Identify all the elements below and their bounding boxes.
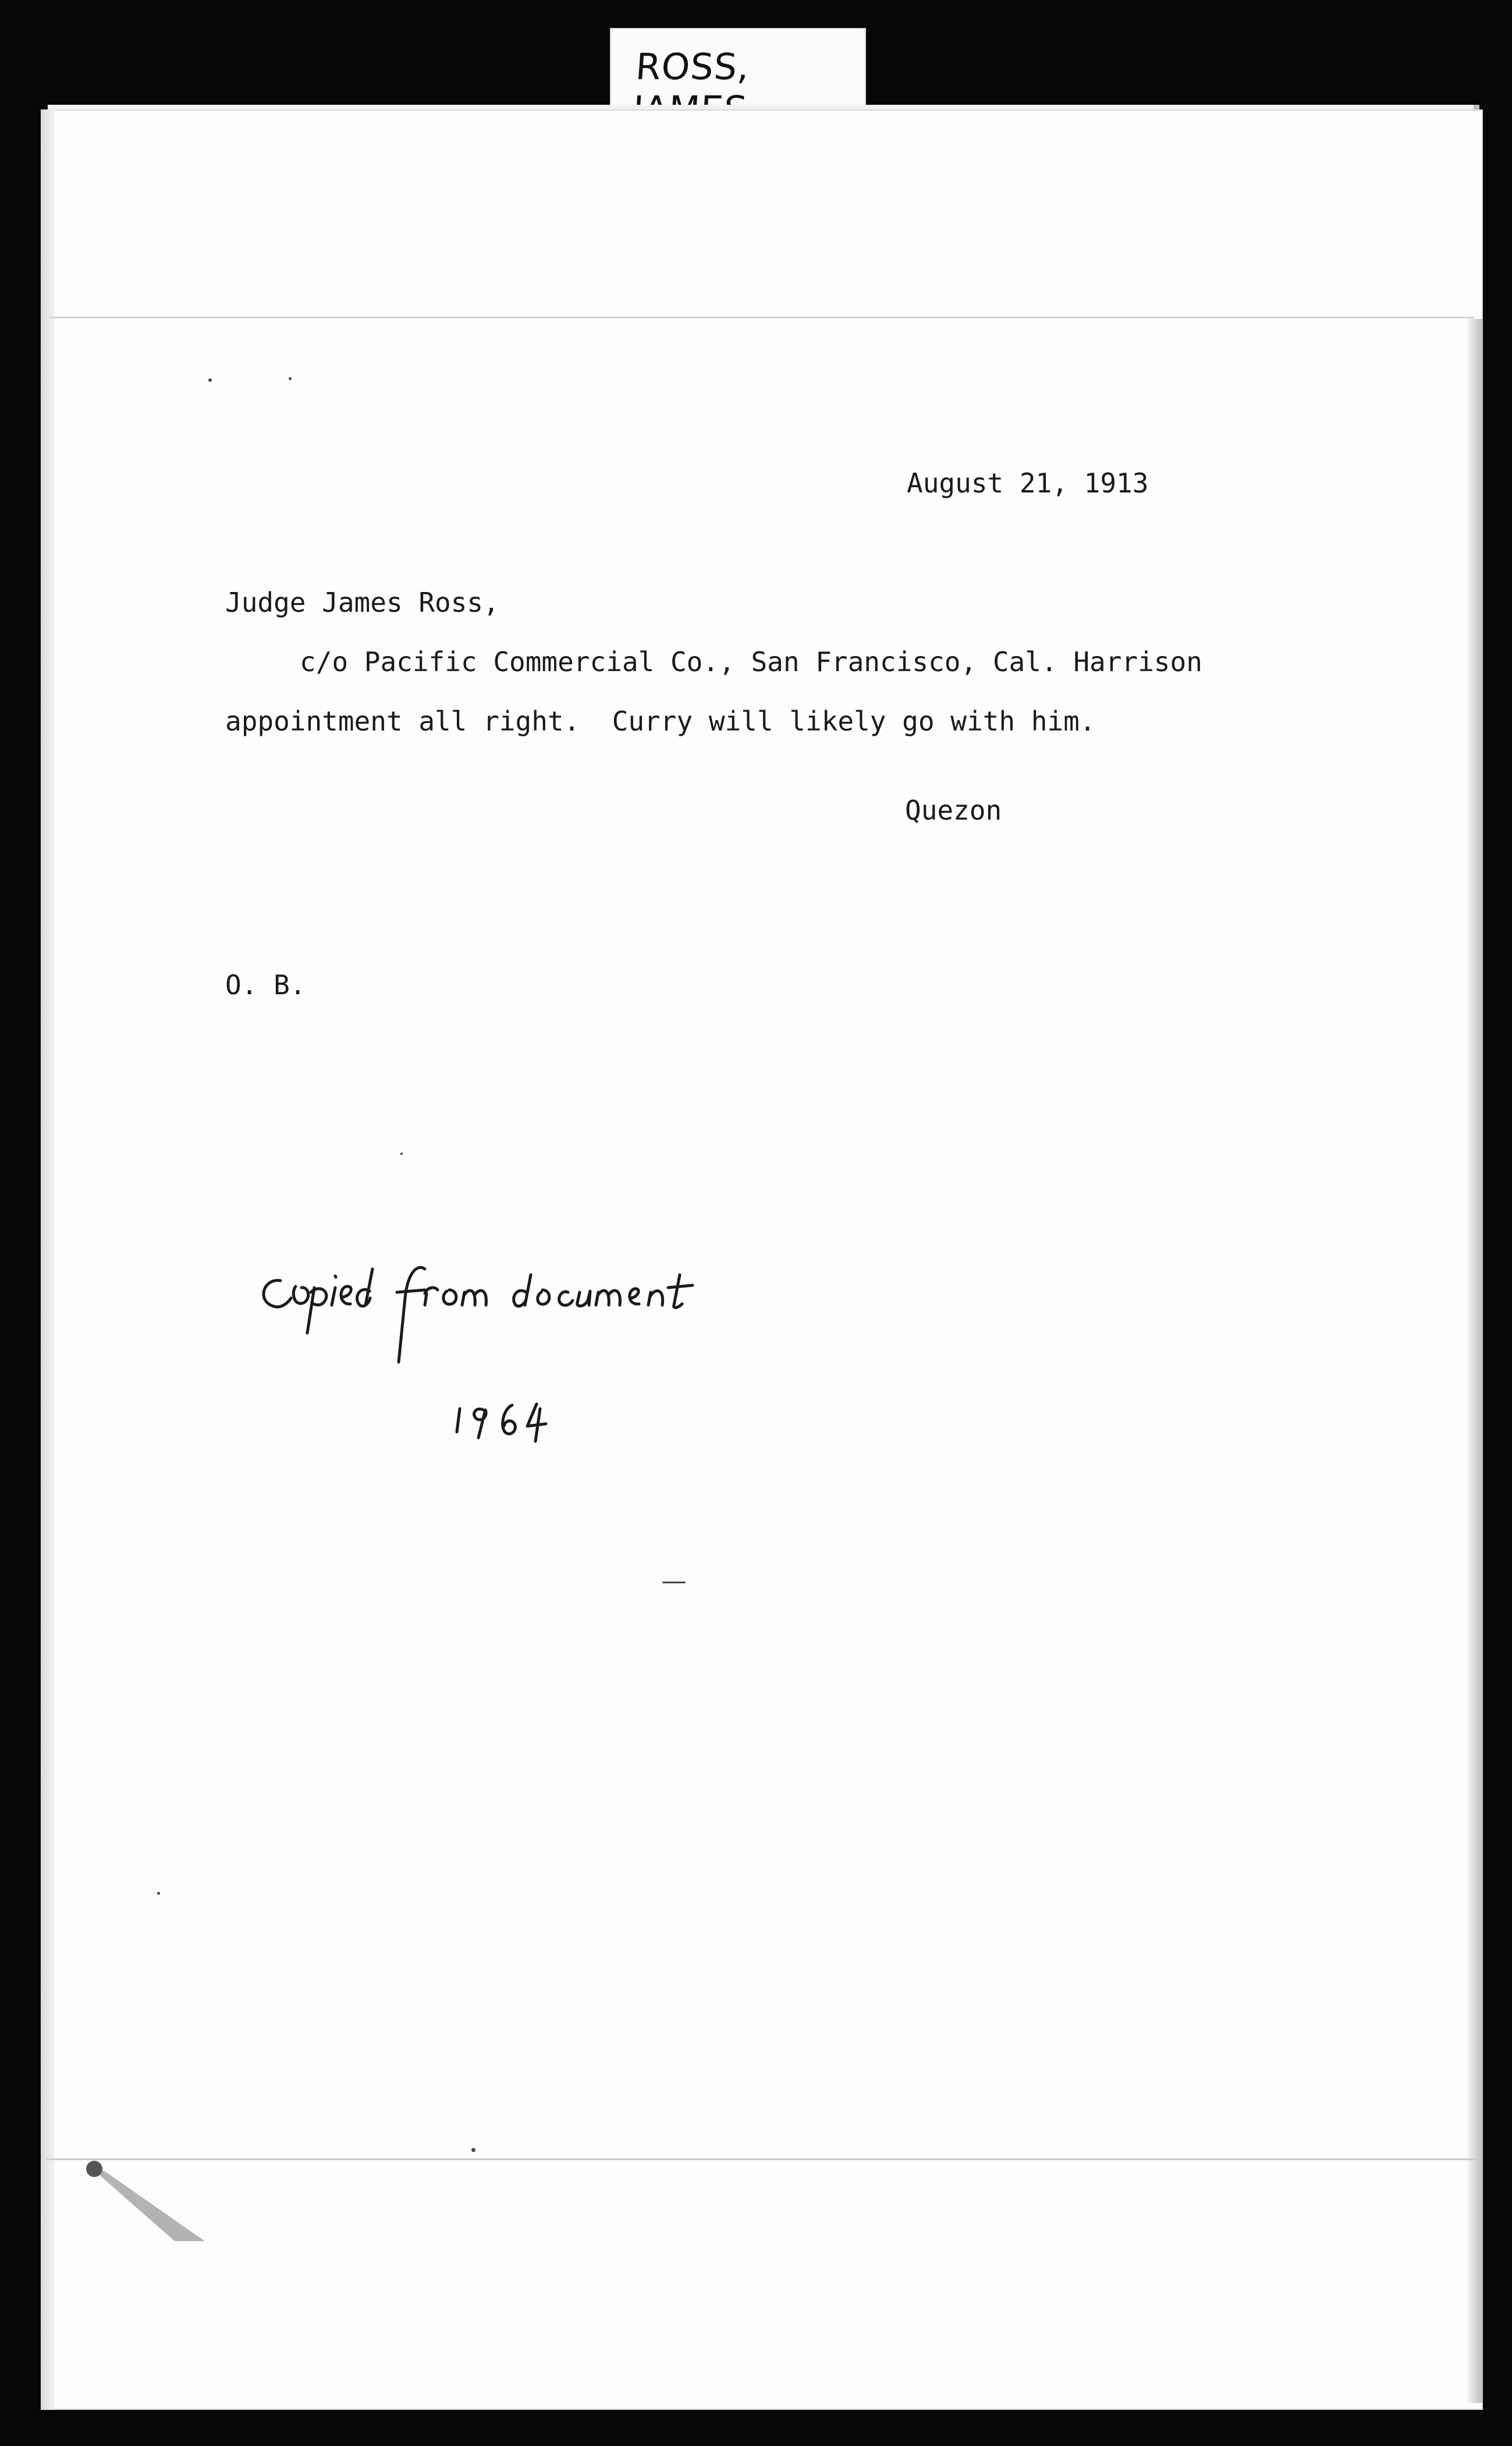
letter-date: August 21, 1913 bbox=[907, 467, 1149, 499]
bottom-fold-line bbox=[47, 2158, 1477, 2160]
dust-speck bbox=[157, 1892, 160, 1895]
dust-speck bbox=[208, 378, 212, 382]
page-right-edge bbox=[1468, 319, 1483, 2403]
handwritten-annotation bbox=[250, 1252, 821, 1461]
letter-initials: O. B. bbox=[225, 969, 306, 1001]
letter-body-line-2: appointment all right. Curry will likely go with him. bbox=[225, 706, 1096, 737]
scan-streak bbox=[52, 2049, 215, 2241]
folder-tab bbox=[610, 28, 866, 109]
folder-tab-label: ROSS, bbox=[634, 45, 751, 88]
dust-speck bbox=[471, 2148, 475, 2152]
dust-speck bbox=[289, 377, 292, 380]
dust-speck bbox=[662, 1582, 686, 1583]
letter-body-line-1: c/o Pacific Commercial Co., San Francisco, Cal. Harrison bbox=[300, 646, 1202, 678]
letter-signature: Quezon bbox=[905, 795, 1002, 826]
dust-speck bbox=[400, 1153, 403, 1155]
top-fold-line bbox=[49, 317, 1475, 318]
letter-salutation: Judge James Ross, bbox=[225, 587, 499, 618]
